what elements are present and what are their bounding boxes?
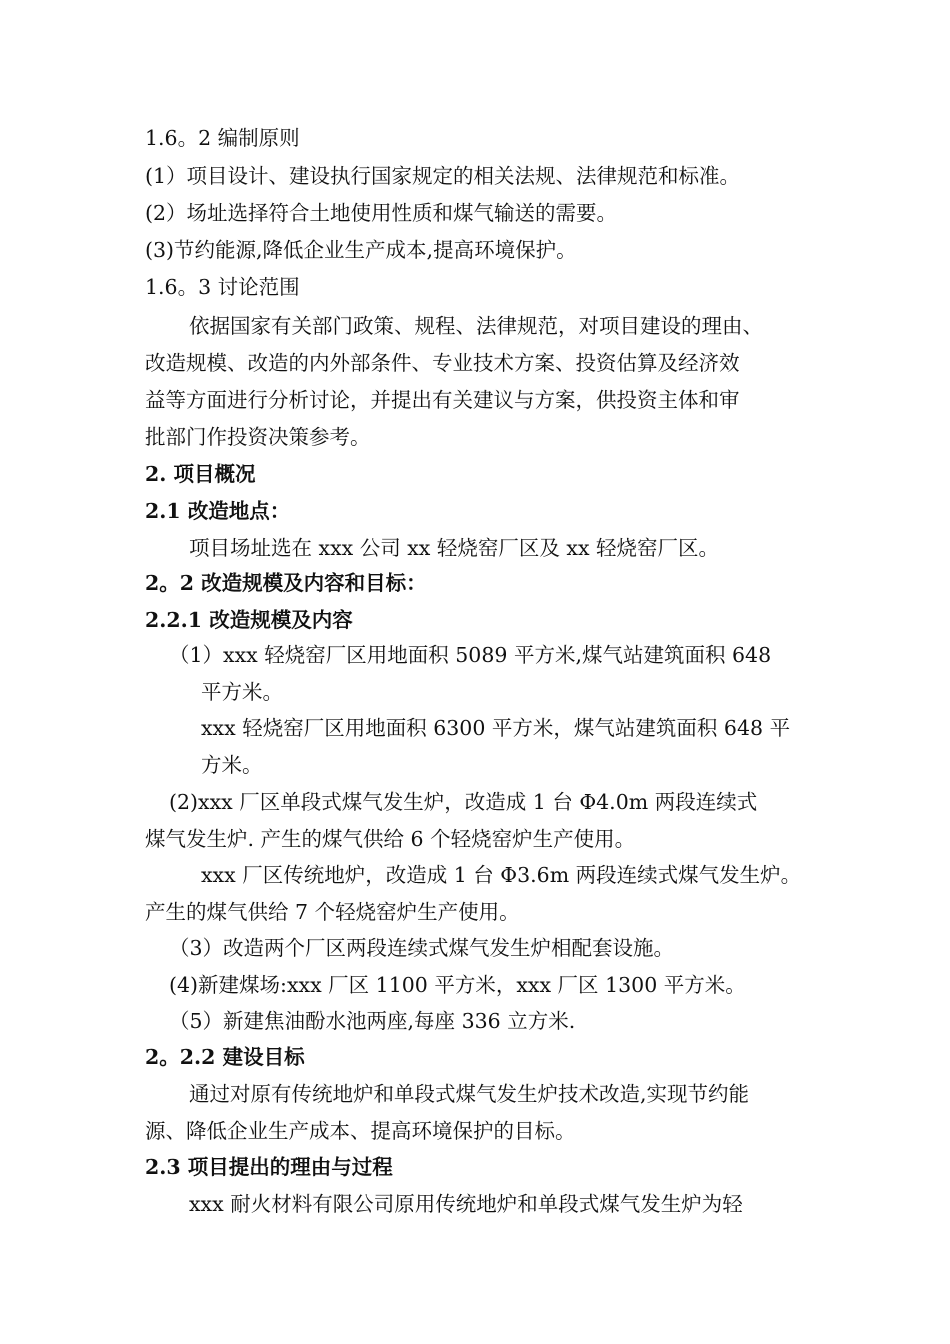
- scope-paragraph-line-4: 批部门作投资决策参考。: [145, 425, 371, 449]
- scale-item-1-line-4: 方米。: [201, 753, 263, 777]
- section-heading-2-2-1: 2.2.1 改造规模及内容: [145, 608, 353, 632]
- scale-item-2-line-4: 产生的煤气供给 7 个轻烧窑炉生产使用。: [145, 900, 520, 924]
- scale-item-2-line-1: (2)xxx 厂区单段式煤气发生炉，改造成 1 台 Φ4.0m 两段连续式: [169, 790, 758, 814]
- principle-item-2: (2）场址选择符合土地使用性质和煤气输送的需要。: [145, 201, 618, 225]
- section-heading-1-6-2: 1.6。2 编制原则: [145, 126, 300, 150]
- scope-paragraph-line-2: 改造规模、改造的内外部条件、专业技术方案、投资估算及经济效: [145, 351, 740, 375]
- principle-item-3: (3)节约能源,降低企业生产成本,提高环境保护。: [145, 238, 577, 262]
- scale-item-2-line-2: 煤气发生炉. 产生的煤气供给 6 个轻烧窑炉生产使用。: [145, 827, 636, 851]
- reason-paragraph-line-1: xxx 耐火材料有限公司原用传统地炉和单段式煤气发生炉为轻: [189, 1192, 743, 1216]
- section-heading-2-1: 2.1 改造地点：: [145, 499, 291, 523]
- principle-item-1: (1）项目设计、建设执行国家规定的相关法规、法律规范和标准。: [145, 164, 741, 188]
- scope-paragraph-line-1: 依据国家有关部门政策、规程、法律规范，对项目建设的理由、: [189, 314, 763, 338]
- scale-item-1-line-3: xxx 轻烧窑厂区用地面积 6300 平方米，煤气站建筑面积 648 平: [201, 716, 791, 740]
- scope-paragraph-line-3: 益等方面进行分析讨论，并提出有关建议与方案，供投资主体和审: [145, 388, 740, 412]
- scale-item-1-line-2: 平方米。: [201, 680, 283, 704]
- section-heading-2-3: 2.3 项目提出的理由与过程: [145, 1155, 393, 1179]
- location-paragraph: 项目场址选在 xxx 公司 xx 轻烧窑厂区及 xx 轻烧窑厂区。: [189, 536, 720, 560]
- scale-item-2-line-3: xxx 厂区传统地炉，改造成 1 台 Φ3.6m 两段连续式煤气发生炉。: [201, 863, 802, 887]
- section-heading-2-2-2: 2。2.2 建设目标: [145, 1045, 305, 1069]
- goal-paragraph-line-1: 通过对原有传统地炉和单段式煤气发生炉技术改造,实现节约能: [189, 1082, 750, 1106]
- scale-item-4: (4)新建煤场:xxx 厂区 1100 平方米，xxx 厂区 1300 平方米。: [169, 973, 746, 997]
- scale-item-5: （5）新建焦油酚水池两座,每座 336 立方米.: [169, 1009, 576, 1033]
- scale-item-1-line-1: （1）xxx 轻烧窑厂区用地面积 5089 平方米,煤气站建筑面积 648: [169, 643, 772, 667]
- section-heading-2-2: 2。2 改造规模及内容和目标：: [145, 571, 427, 595]
- section-heading-1-6-3: 1.6。3 讨论范围: [145, 275, 300, 299]
- scale-item-3: （3）改造两个厂区两段连续式煤气发生炉相配套设施。: [169, 936, 675, 960]
- chapter-heading-2: 2. 项目概况: [145, 462, 256, 486]
- goal-paragraph-line-2: 源、降低企业生产成本、提高环境保护的目标。: [145, 1119, 576, 1143]
